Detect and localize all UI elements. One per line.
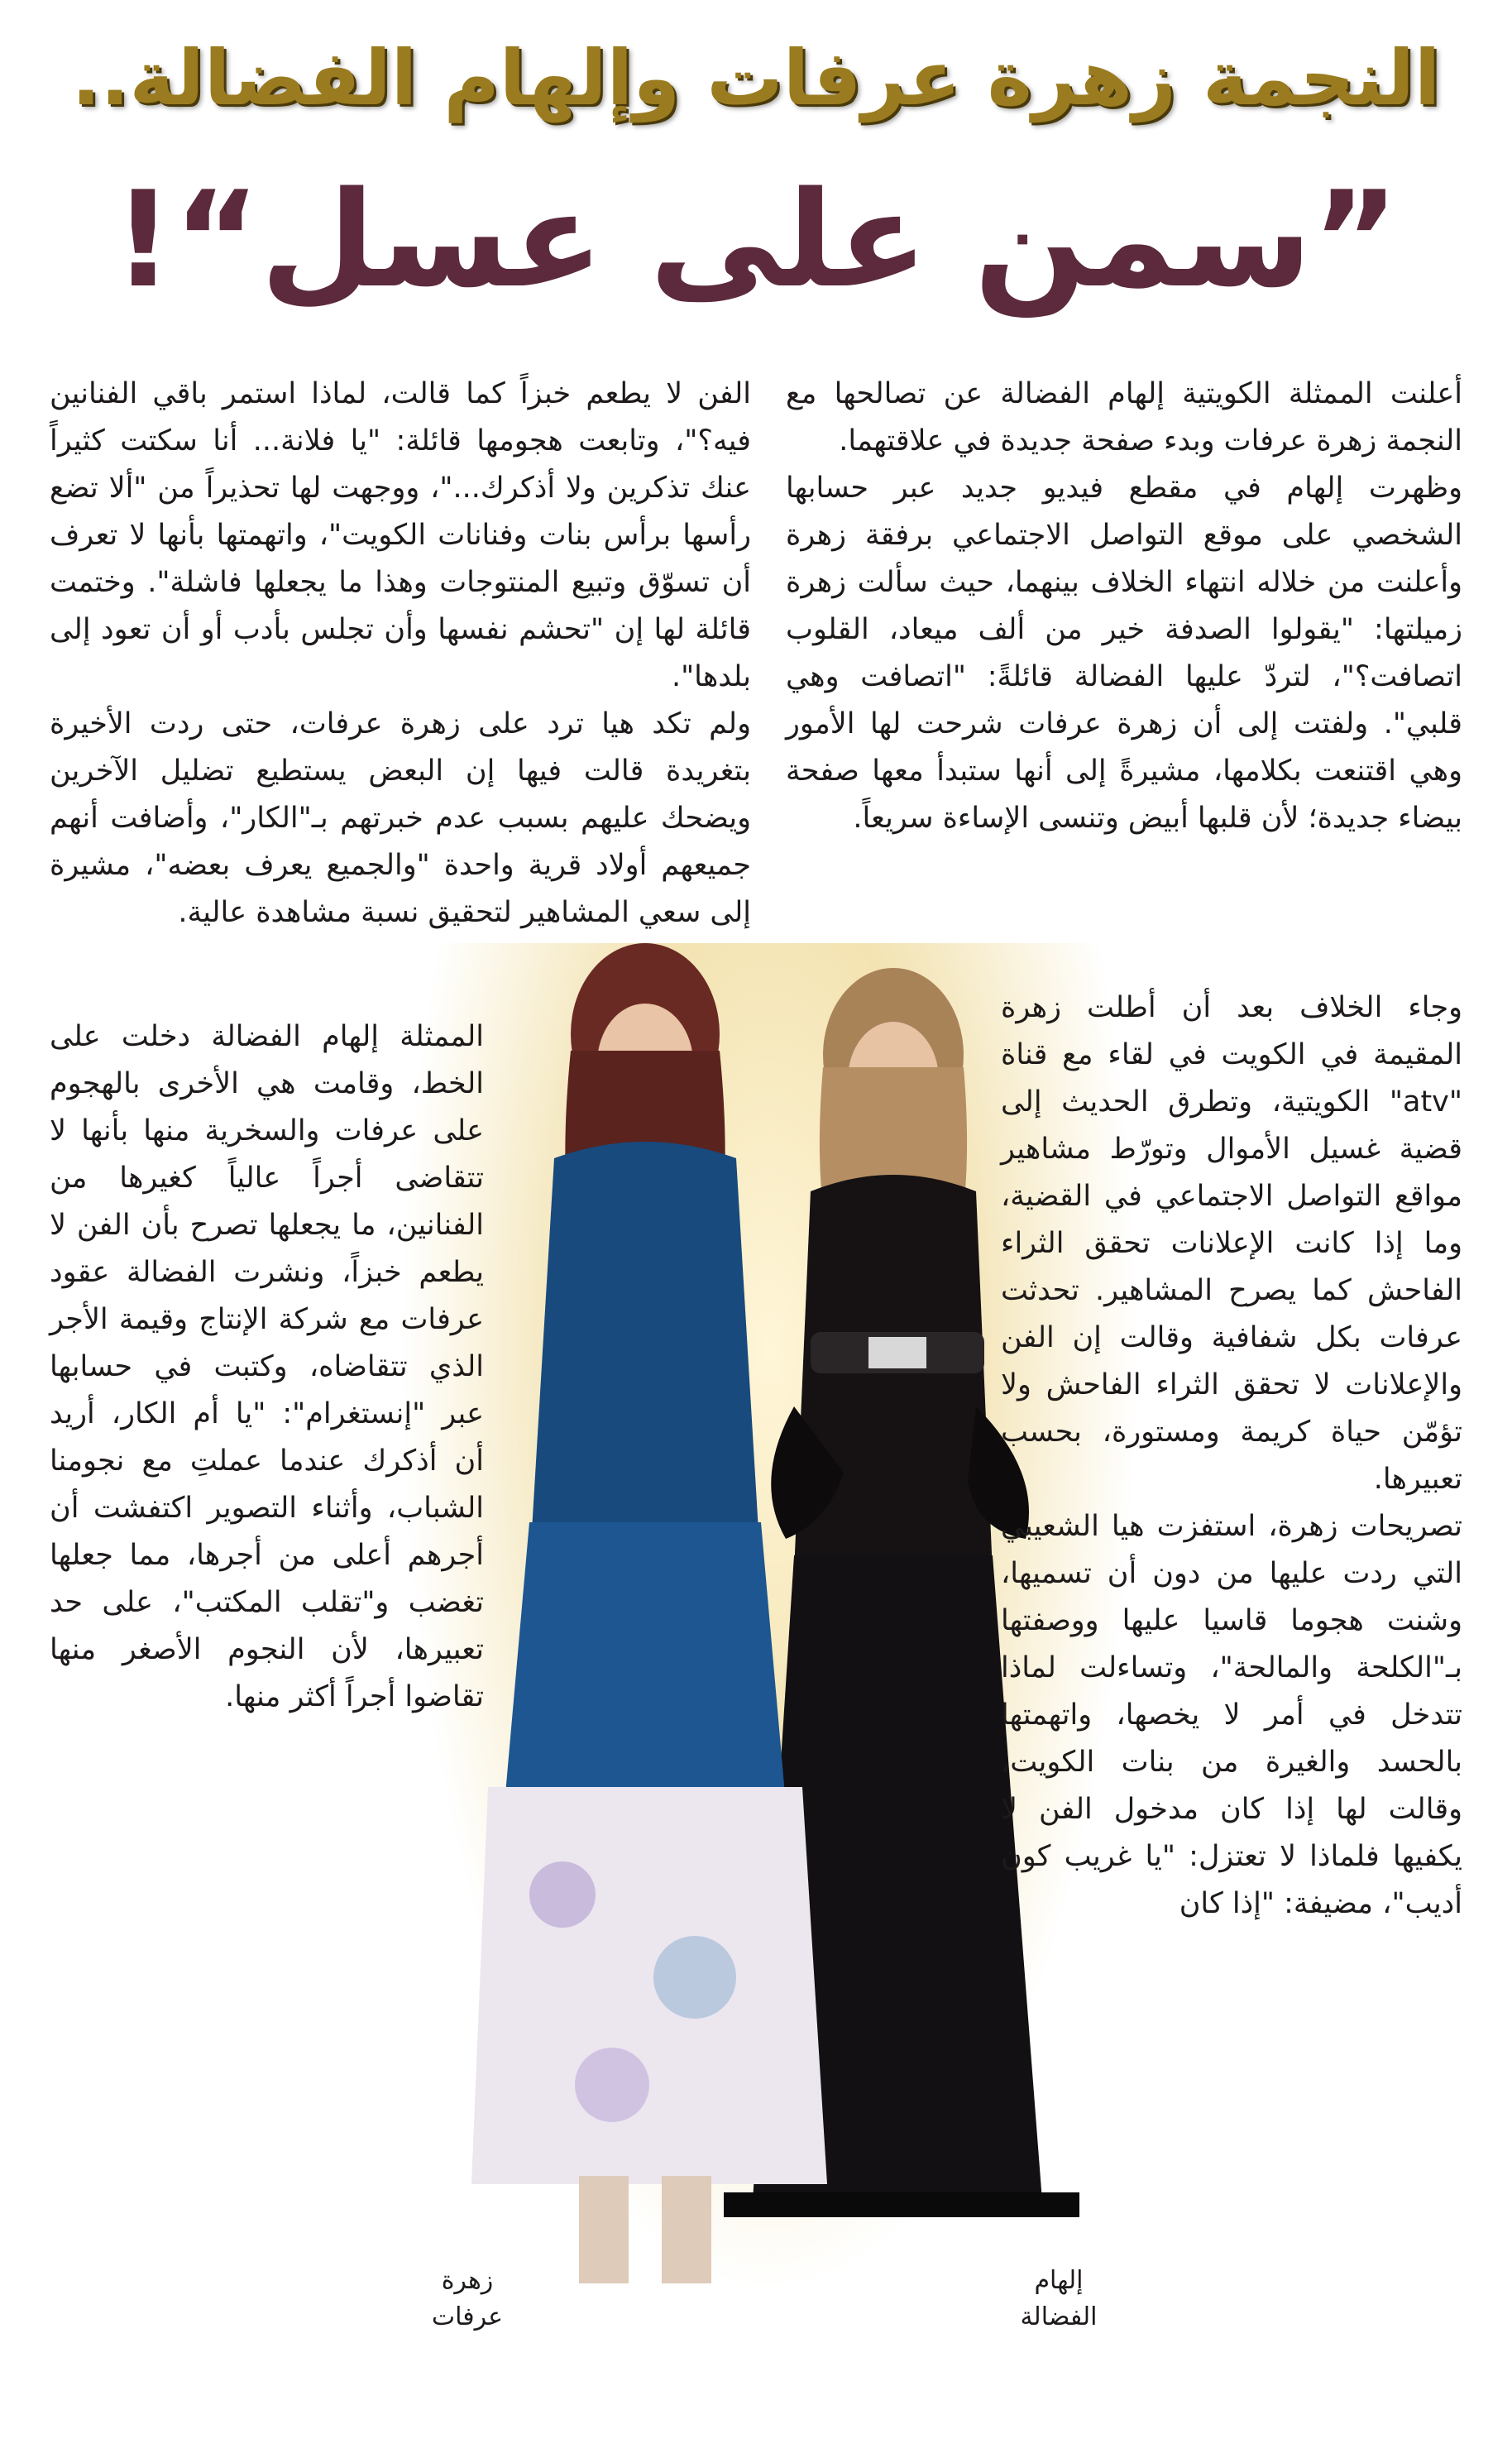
paragraph: وظهرت إلهام في مقطع فيديو جديد عبر حسابها الشخصي على موقع التواصل الاجتماعي برفقة زهرة وأعلنت من خلاله انتهاء الخلاف بينهما، حيث سألت زهرة زميلتها: "يقولوا الصدفة خير من ألف ميعاد، القلوب اتصافت؟"، لتردّ عليها الفضالة قائلةً: "اتصافت وهي قلبي". ولفتت إلى أن زهرة عرفات شرحت لها الأمور وهي اقتنعت بكلامها، مشيرةً إلى أنها ستبدأ معها صفحة بيضاء جديدة؛ لأن قلبها أبيض وتنسى الإساءة سريعاً. bbox=[786, 472, 1462, 835]
paragraph: وجاء الخلاف بعد أن أطلت زهرة المقيمة في الكويت في لقاء مع قناة "atv" الكويتية، وتطرق الحديث إلى قضية غسيل الأموال وتورّط مشاهير مواقع التواصل الاجتماعي في القضية، وما إذا كانت الإعلانات تحقق الثراء الفاحش كما يصرح المشاهير. تحدثت عرفات بكل شفافية وقالت إن الفن والإعلانات لا تحقق الثراء الفاحش ولا تؤمّن حياة كريمة ومستورة، بحسب تعبيرها. bbox=[1001, 991, 1462, 1496]
figure-zahra bbox=[471, 943, 827, 2283]
main-headline: ”سمن على عسل“! bbox=[112, 162, 1400, 317]
paragraph: الفن لا يطعم خبزاً كما قالت، لماذا استمر باقي الفنانين فيه؟"، وتابعت هجومها قائلة: "يا فلانة... أنا سكتت كثيراً عنك تذكرين ولا أذكرك..."، ووجهت لها تحذيراً من "ألا تضع رأسها برأس بنات وفنانات الكويت"، واتهمتها بأنها لا تعرف أن تسوّق وتبيع المنتوجات وهذا ما يجعلها فاشلة". وختمت قائلة لها إن "تحشم نفسها وأن تجلس بأدب أو أن تعود إلى بلدها". bbox=[50, 377, 751, 693]
paragraph: تصريحات زهرة، استفزت هيا الشعيبي التي ردت عليها من دون أن تسميها، وشنت هجوما قاسيا عليها ووصفتها بـ"الكلحة والمالحة"، وتساءلت لماذا تتدخل في أمر لا يخصها، واتهمتها بالحسد والغيرة من بنات الكويت، وقالت لها إذا كان مدخول الفن لا يكفيها فلماذا لا تعتزل: "يا غريب كون أديب"، مضيفة: "إذا كان bbox=[1001, 1510, 1462, 1920]
article-column-left-bottom bbox=[50, 1013, 484, 1721]
paragraph: الممثلة إلهام الفضالة دخلت على الخط، وقامت هي الأخرى بالهجوم على عرفات والسخرية منها بأنها لا تتقاضى أجراً عالياً كغيرها من الفنانين، ما يجعلها تصرح بأن الفن لا يطعم خبزاً، ونشرت الفضالة عقود عرفات مع شركة الإنتاج وقيمة الأجر الذي تتقاضاه، وكتبت في حسابها عبر "إنستغرام": "يا أم الكار، أريد أن أذكرك عندما عملتِ مع نجومنا الشباب، وأثناء التصوير اكتفشت أن أجرهم أعلى من أجرها، مما جعلها تغضب و"تقلب المكتب"، على حد تعبيرها، لأن النجوم الأصغر منها تقاضوا أجراً أكثر منها. bbox=[50, 1020, 484, 1713]
article-column-right-top bbox=[786, 371, 1462, 842]
caption-elham: إلهام الفضالة bbox=[1020, 2266, 1098, 2331]
caption-zahra: زهرة عرفات bbox=[431, 2266, 504, 2331]
paragraph: ولم تكد هيا ترد على زهرة عرفات، حتى ردت الأخيرة بتغريدة قالت فيها إن البعض يستطيع تضليل الآخرين ويضحك عليهم بسبب عدم خبرتهم بـ"الكار"، وأضافت أنهم جميعهم أولاد قرية واحدة "والجميع يعرف بعضه"، مشيرة إلى سعي المشاهير لتحقيق نسبة مشاهدة عالية. bbox=[50, 707, 751, 929]
headline: النجمة زهرة عرفات وإلهام الفضالة.. bbox=[71, 34, 1441, 122]
paragraph: أعلنت الممثلة الكويتية إلهام الفضالة عن تصالحها مع النجمة زهرة عرفات وبدء صفحة جديدة في علاقتهما. bbox=[786, 377, 1462, 458]
article-column-right-bottom bbox=[1001, 985, 1462, 1928]
article-column-left-top bbox=[50, 371, 751, 937]
